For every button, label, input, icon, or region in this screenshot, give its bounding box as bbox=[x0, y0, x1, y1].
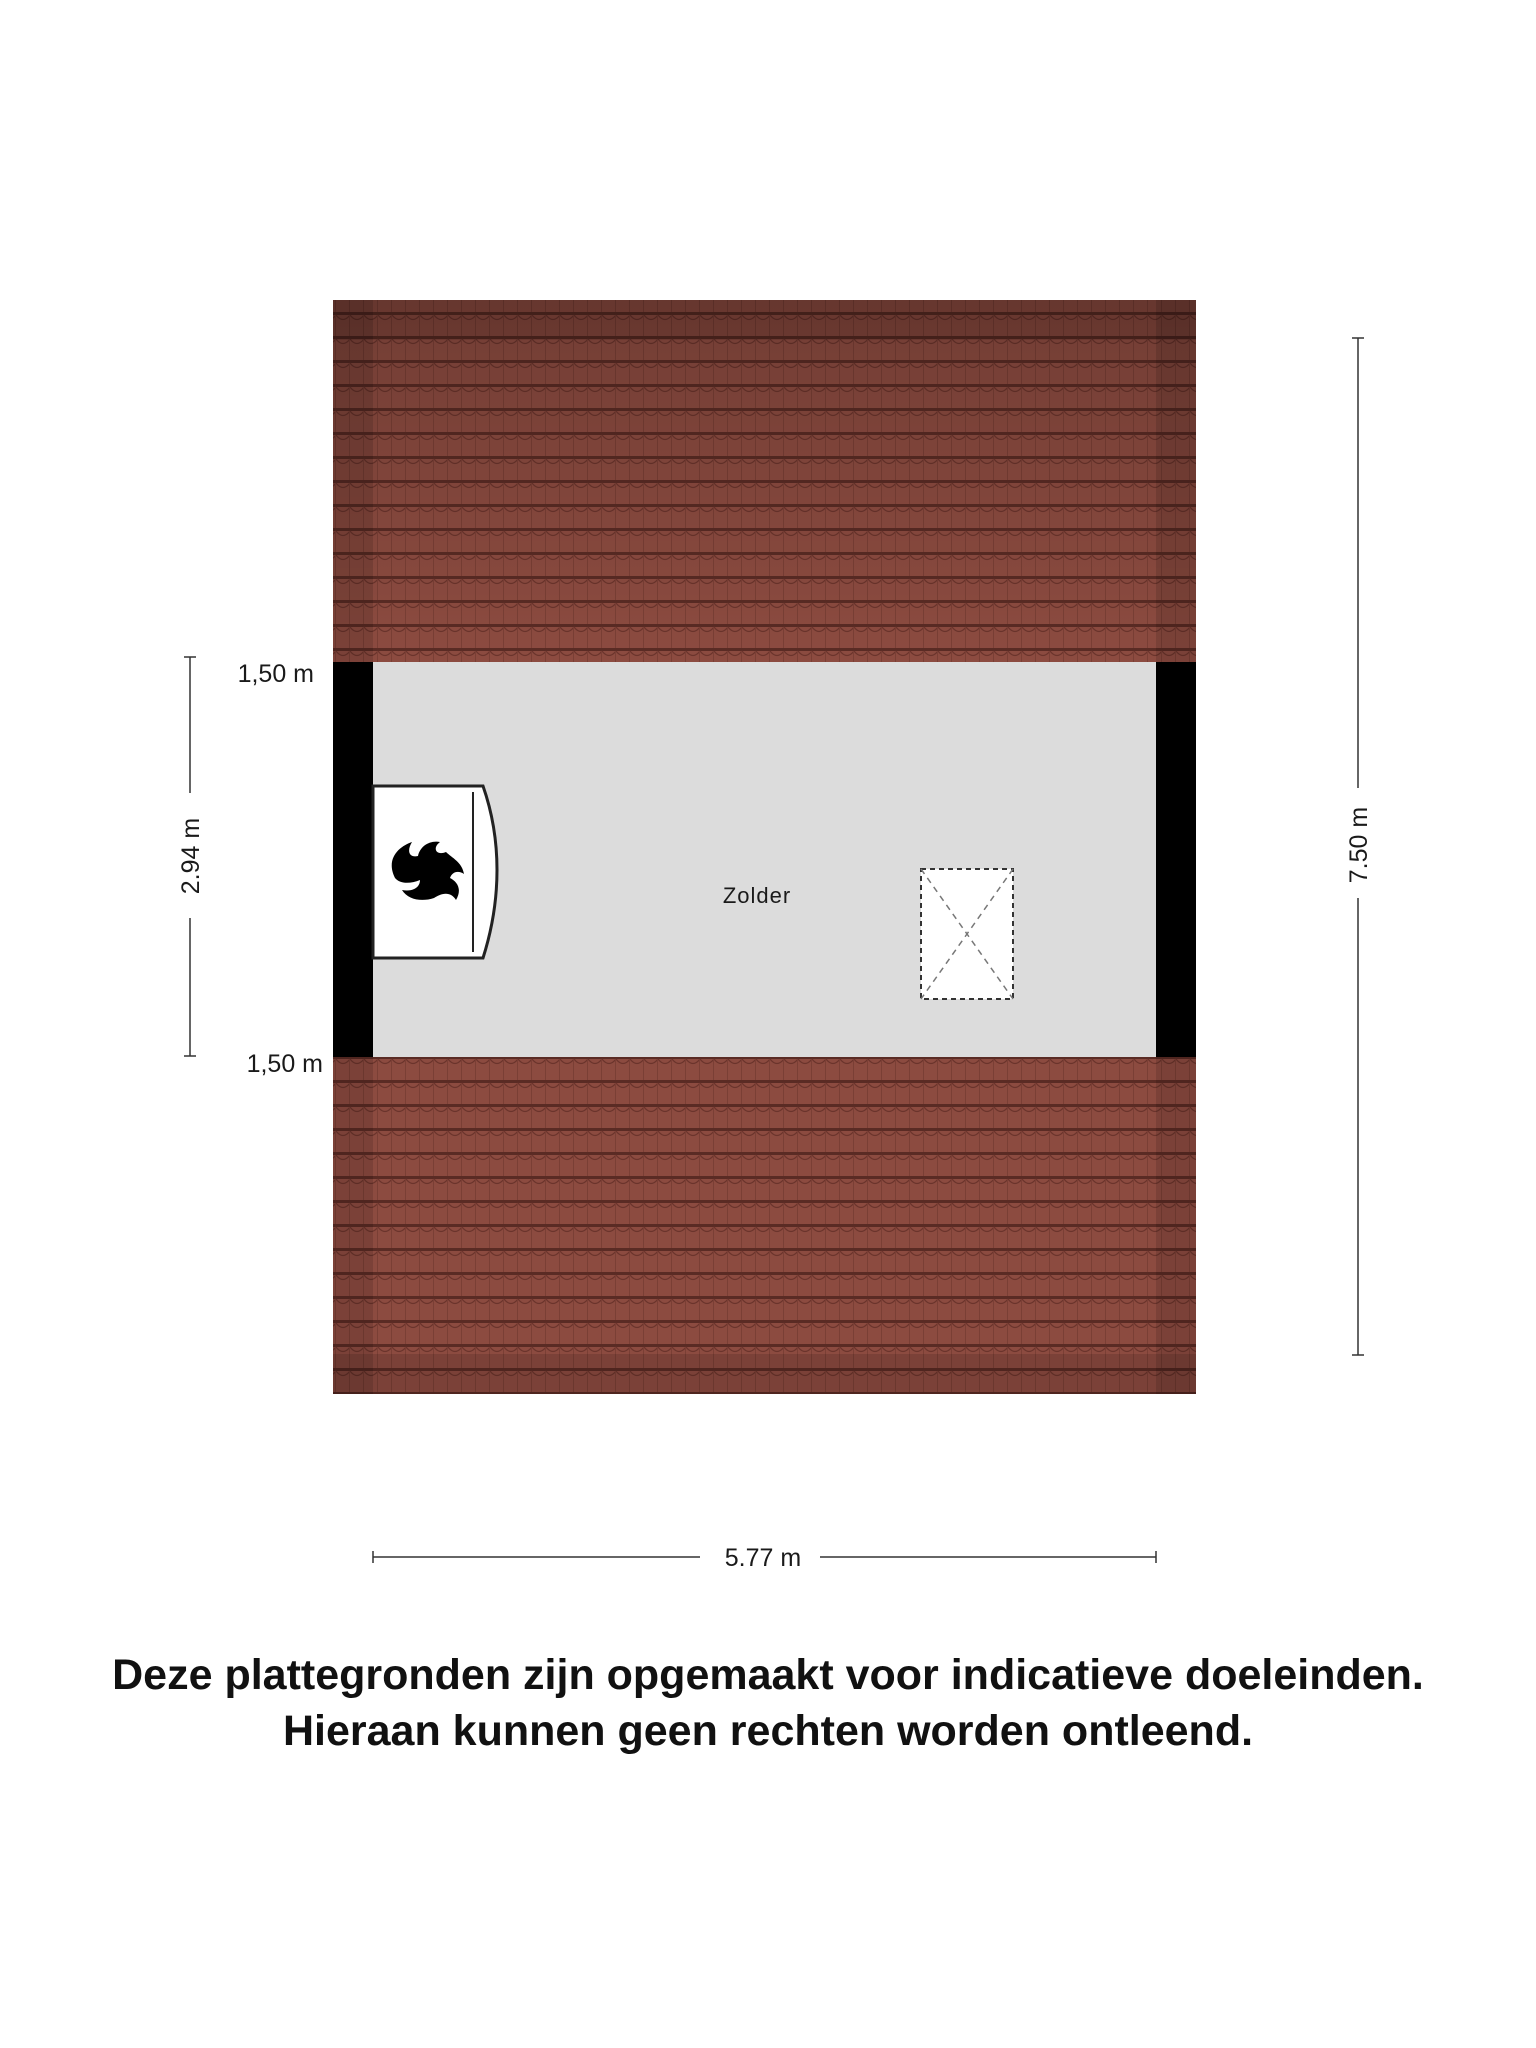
total-width-label: 5.77 m bbox=[724, 1544, 802, 1572]
disclaimer-line-1: Deze plattegronden zijn opgemaakt voor indicatieve doeleinden. bbox=[112, 1651, 1424, 1699]
roof-hatch bbox=[921, 869, 1013, 999]
dimension-total-depth bbox=[1345, 338, 1373, 1355]
right-gable-wall bbox=[1156, 662, 1196, 1057]
roof-bottom-slope bbox=[333, 1057, 1196, 1394]
room-label-zolder: Zolder bbox=[722, 883, 792, 908]
disclaimer-line-2: Hieraan kunnen geen rechten worden ontleend. bbox=[282, 1707, 1254, 1755]
dimension-total-width bbox=[373, 1544, 1156, 1572]
inner-height-label: 2.94 m bbox=[177, 817, 205, 895]
total-depth-label: 7.50 m bbox=[1345, 806, 1373, 884]
left-gable-wall bbox=[333, 662, 373, 1057]
top-slope-label: 1,50 m bbox=[237, 660, 314, 688]
dimension-inner-height bbox=[177, 657, 205, 1056]
roof-top-slope bbox=[333, 300, 1196, 662]
bottom-slope-label: 1,50 m bbox=[246, 1050, 323, 1078]
fireplace bbox=[373, 786, 497, 958]
